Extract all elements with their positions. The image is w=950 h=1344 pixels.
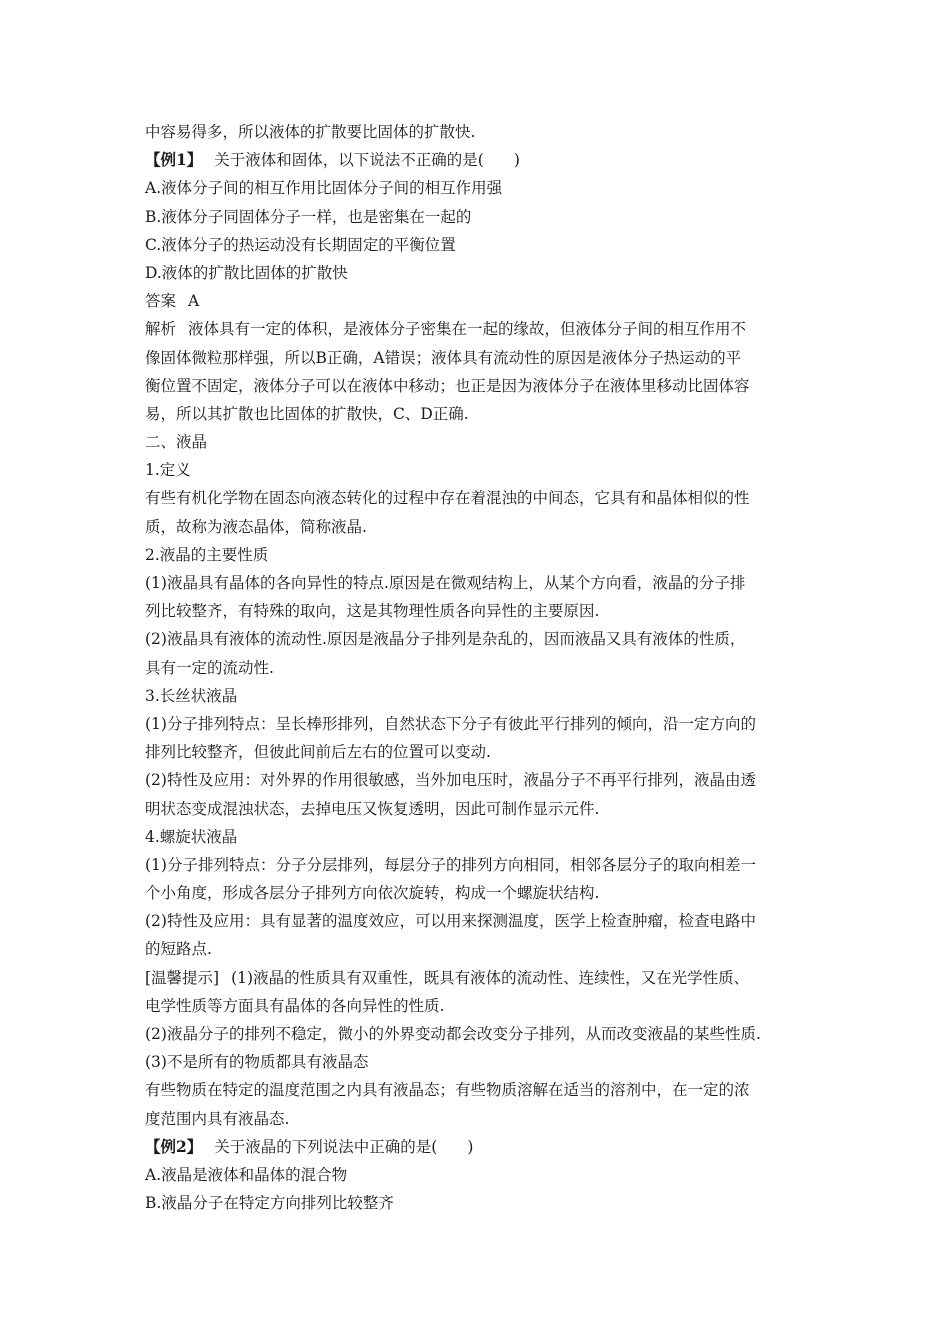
option-line: A.液体分子间的相互作用比固体分子间的相互作用强 [145,179,503,198]
example-1-close: ) [513,151,520,170]
answer-label: 答案 [145,292,177,311]
text-line: (1)液晶具有晶体的各向异性的特点.原因是在微观结构上，从某个方向看，液晶的分子排 [145,574,746,592]
example-2-close: ) [467,1137,474,1156]
text-line: 像固体微粒那样强，所以B正确，A错误；液体具有流动性的原因是液体分子热运动的平 [145,348,742,367]
tip-text: (1)液晶的性质具有双重性，既具有液体的流动性、连续性，又在光学性质、 [231,968,750,987]
option-line: B.液晶分子在特定方向排列比较整齐 [145,1194,394,1213]
analysis-label: 解析 [145,320,177,339]
text-line: 列比较整齐，有特殊的取向，这是其物理性质各向异性的主要原因. [145,602,600,621]
text-line: 中容易得多，所以液体的扩散要比固体的扩散快. [145,123,476,141]
text-line: 度范围内具有液晶态. [145,1109,290,1128]
answer-value: A [188,292,200,311]
document-body [145,118,813,1217]
text-line: 电学性质等方面具有晶体的各向异性的性质. [145,996,445,1015]
option-line: B.液体分子同固体分子一样，也是密集在一起的 [145,207,472,226]
analysis-text: 液体具有一定的体积，是液体分子密集在一起的缘故，但液体分子间的相互作用不 [188,320,747,339]
tip-line [145,964,813,992]
example-2-question [145,1133,813,1161]
text-line: (1)分子排列特点：分子分层排列，每层分子的排列方向相同，相邻各层分子的取向相差一 [145,855,756,874]
text-line: 排列比较整齐，但彼此间前后左右的位置可以变动. [145,743,491,762]
option-line: D.液体的扩散比固体的扩散快 [145,263,348,282]
option-line: C.液体分子的热运动没有长期固定的平衡位置 [145,235,456,254]
text-line: 具有一定的流动性. [145,658,274,677]
subheading: 2.液晶的主要性质 [145,545,269,564]
text-line: (2)液晶具有液体的流动性.原因是液晶分子排列是杂乱的，因而液晶又具有液体的性质， [145,630,746,649]
text-line: 个小角度，形成各层分子排列方向依次旋转，构成一个螺旋状结构. [145,884,600,903]
tip-label: [温馨提示] [145,968,220,987]
text-line: (3)不是所有的物质都具有液晶态 [145,1053,369,1072]
example-1-question [145,146,813,174]
text-line: 质，故称为液态晶体，简称液晶. [145,517,367,536]
example-2-text: 关于液晶的下列说法中正确的是( [214,1137,438,1156]
example-1-label: 【例1】 [145,150,203,170]
text-line: 有些有机化学物在固态向液态转化的过程中存在着混浊的中间态，它具有和晶体相似的性 [145,489,750,508]
text-line: 明状态变成混浊状态，去掉电压又恢复透明，因此可制作显示元件. [145,799,600,818]
subheading: 4.螺旋状液晶 [145,827,238,846]
section-heading: 二、液晶 [145,433,208,452]
example-1-text: 关于液体和固体，以下说法不正确的是( [214,151,484,170]
answer-line [145,287,813,315]
example-2-label: 【例2】 [145,1136,203,1156]
text-line: 衡位置不固定，液体分子可以在液体中移动；也正是因为液体分子在液体里移动比固体容 [145,376,750,395]
text-line: (2)特性及应用：具有显著的温度效应，可以用来探测温度，医学上检查肿瘤，检查电路中 [145,912,756,931]
text-line: 的短路点. [145,940,212,959]
subheading: 3.长丝状液晶 [145,686,238,705]
text-line: 有些物质在特定的温度范围之内具有液晶态；有些物质溶解在适当的溶剂中，在一定的浓 [145,1081,750,1100]
text-line: (2)液晶分子的排列不稳定，微小的外界变动都会改变分子排列，从而改变液晶的某些性质. [145,1025,761,1043]
subheading: 1.定义 [145,461,191,480]
text-line: 易，所以其扩散也比固体的扩散快，C、D正确. [145,404,469,423]
text-line: (2)特性及应用：对外界的作用很敏感，当外加电压时，液晶分子不再平行排列，液晶由透 [145,771,756,790]
option-line: A.液晶是液体和晶体的混合物 [145,1165,348,1184]
analysis-line [145,315,813,343]
text-line: (1)分子排列特点：呈长棒形排列，自然状态下分子有彼此平行排列的倾向，沿一定方向的 [145,714,756,733]
